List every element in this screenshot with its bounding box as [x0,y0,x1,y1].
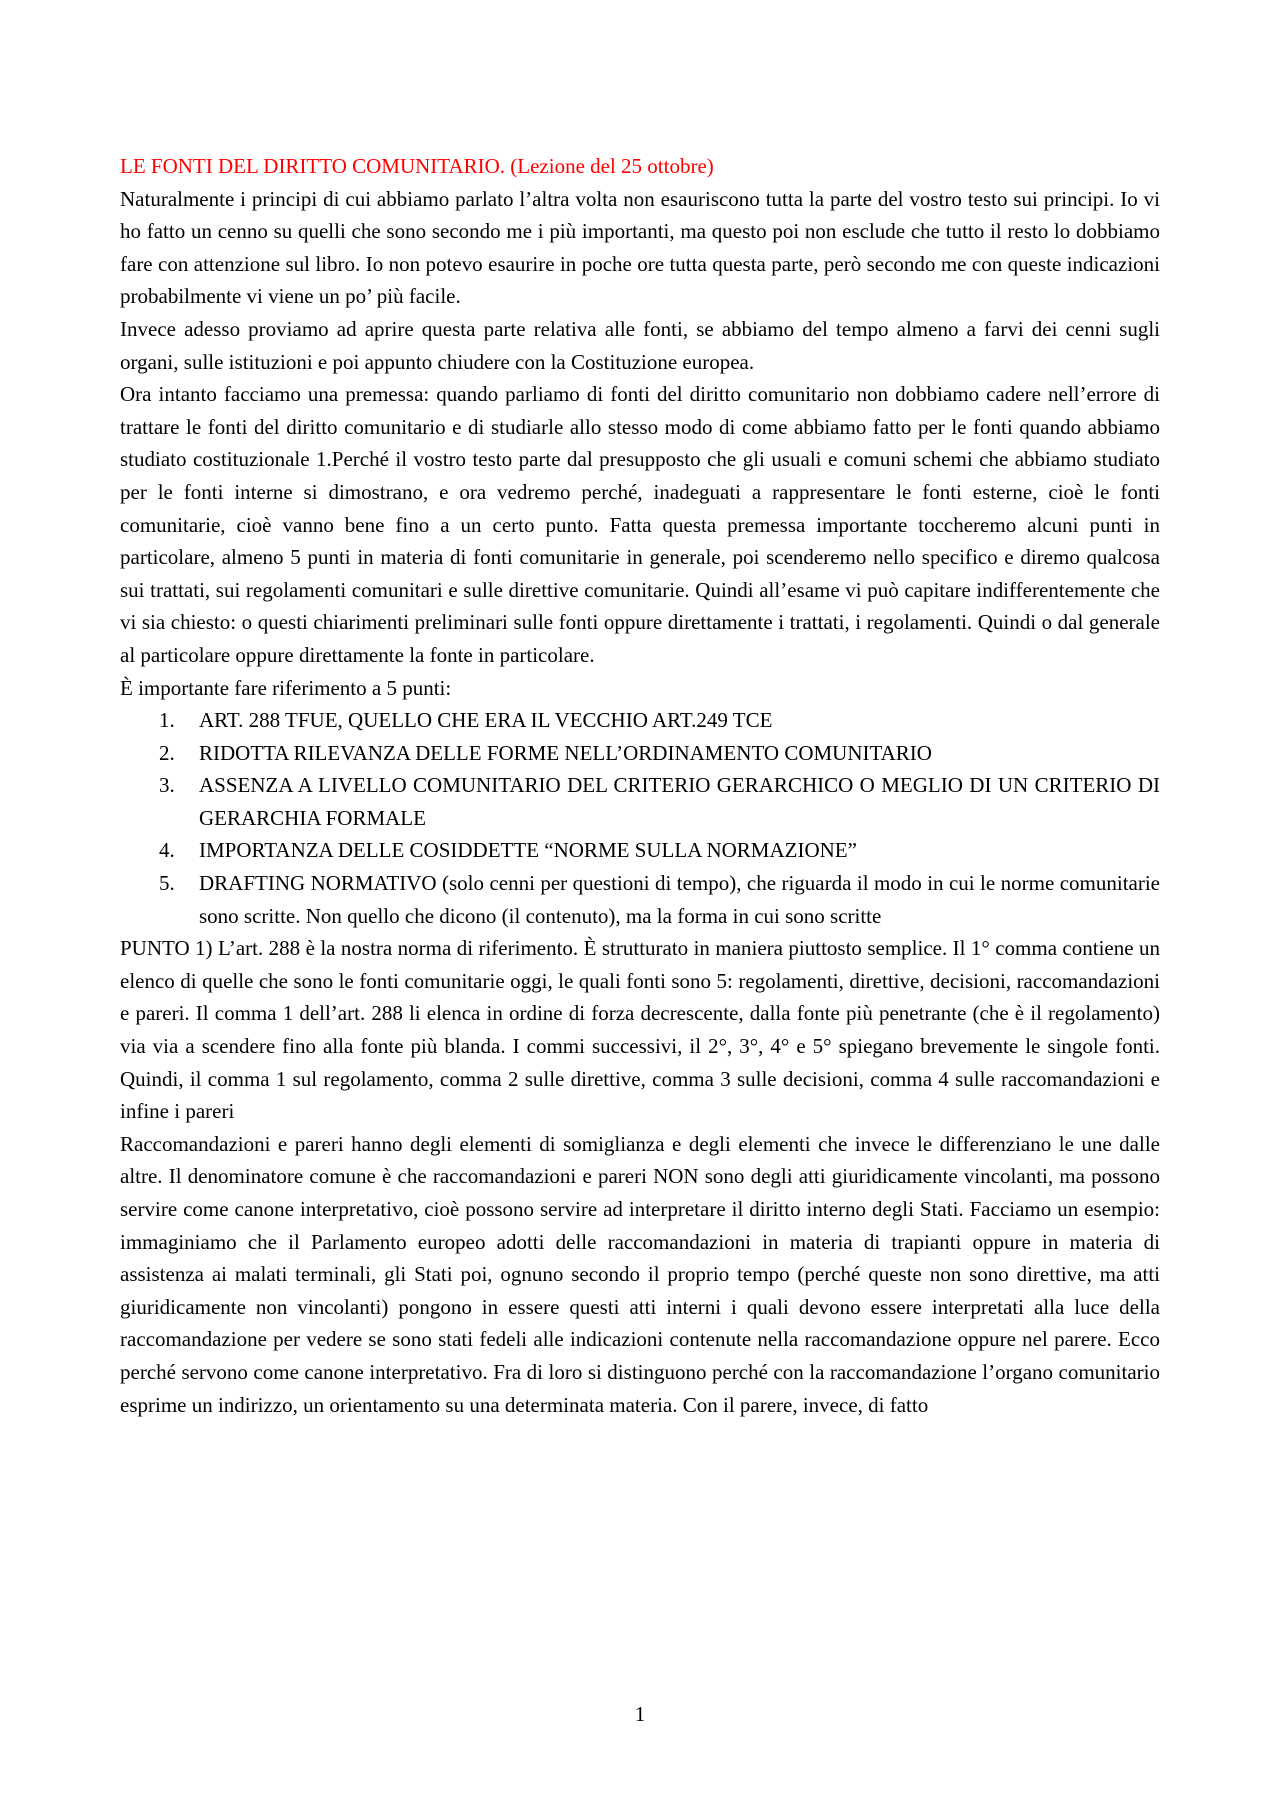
paragraph-punti-intro: È importante fare riferimento a 5 punti: [120,675,452,700]
list-item [120,737,1160,770]
paragraph-fonti: Invece adesso proviamo ad aprire questa parte relativa alle fonti, se abbiamo del tempo almeno a farvi dei cenni sugli organi, sulle istituzioni e poi appunto chiudere con la Costituzione europea. [120,316,1160,374]
page-number: 1 [634,1702,646,1726]
list-item-number: 4. [159,838,175,863]
list-item-number: 2. [159,740,175,765]
list-item-text: ART. 288 TFUE, QUELLO CHE ERA IL VECCHIO ART.249 TCE [199,708,773,733]
list-item-text: IMPORTANZA DELLE COSIDDETTE “NORME SULLA NORMAZIONE” [199,838,857,863]
paragraph-intro: Naturalmente i principi di cui abbiamo parlato l’altra volta non esauriscono tutta la parte del vostro testo sui principi. Io vi ho fatto un cenno su quelli che sono secondo me i più importanti, ma questo poi non esclude che tutto il resto lo dobbiamo fare con attenzione sul libro. Io non potevo esaurire in poche ore tutta questa parte, però secondo me con queste indicazioni probabilmente vi viene un po’ più facile. [120,186,1160,309]
paragraph-premessa: Ora intanto facciamo una premessa: quando parliamo di fonti del diritto comunitario non dobbiamo cadere nell’errore di trattare le fonti del diritto comunitario e di studiarle allo stesso modo di come abbiamo fatto per le fonti quando abbiamo studiato costituzionale 1.Perché il vostro testo parte dal presupposto che gli usuali e comuni schemi che abbiamo studiato per le fonti interne si dimostrano, e ora vedremo perché, inadeguati a rappresentare le fonti esterne, cioè le fonti comunitarie, cioè vanno bene fino a un certo punto. Fatta questa premessa importante toccheremo alcuni punti in particolare, almeno 5 punti in materia di fonti comunitarie in generale, poi scenderemo nello specifico e diremo qualcosa sui trattati, sui regolamenti comunitari e sulle direttive comunitarie. Quindi all’esame vi può capitare indifferentemente che vi sia chiesto: o questi chiarimenti preliminari sulle fonti oppure direttamente i trattati, i regolamenti. Quindi o dal generale al particolare oppure direttamente la fonte in particolare. [120,382,1160,667]
paragraph-raccomandazioni: Raccomandazioni e pareri hanno degli elementi di somiglianza e degli elementi che invece le differenziano le une dalle altre. Il denominatore comune è che raccomandazioni e pareri NON sono degli atti giuridicamente vincolanti, ma possono servire come canone interpretativo, cioè possono servire ad interpretare il diritto interno degli Stati. Facciamo un esempio: immaginiamo che il Parlamento europeo adotti delle raccomandazioni in materia di trapianti oppure in materia di assistenza ai malati terminali, gli Stati poi, ognuno secondo il proprio tempo (perché queste non sono direttive, ma atti giuridicamente non vincolanti) pongono in essere questi atti interni i quali devono essere interpretati alla luce della raccomandazione per vedere se sono stati fedeli alle indicazioni contenute nella raccomandazione oppure nel parere. Ecco perché servono come canone interpretativo. Fra di loro si distinguono perché con la raccomandazione l’organo comunitario esprime un indirizzo, un orientamento su una determinata materia. Con il parere, invece, di fatto [120,1131,1160,1417]
list-item-number: 1. [159,708,175,733]
document-body [120,150,1160,1421]
paragraph-punto-1: PUNTO 1) L’art. 288 è la nostra norma di riferimento. È strutturato in maniera piuttosto semplice. Il 1° comma contiene un elenco di quelle che sono le fonti comunitarie oggi, le quali fonti sono 5: regolamenti, direttive, decisioni, raccomandazioni e pareri. Il comma 1 dell’art. 288 li elenca in ordine di forza decrescente, dalla fonte più penetrante (che è il regolamento) via via a scendere fino alla fonte più blanda. I commi successivi, il 2°, 3°, 4° e 5° spiegano brevemente le singole fonti. Quindi, il comma 1 sul regolamento, comma 2 sulle direttive, comma 3 sulle decisioni, comma 4 sulle raccomandazioni e infine i pareri [120,936,1160,1124]
list-item [120,834,1160,867]
document-title: LE FONTI DEL DIRITTO COMUNITARIO. (Lezione del 25 ottobre) [120,154,714,178]
list-item [120,769,1160,834]
list-item-number: 5. [159,871,175,896]
list-item-number: 3. [159,773,175,798]
points-list [120,704,1160,932]
list-item-text: DRAFTING NORMATIVO (solo cenni per questioni di tempo), che riguarda il modo in cui le norme comunitarie sono scritte. Non quello che dicono (il contenuto), ma la forma in cui sono scritte [199,871,1160,928]
list-item-text: ASSENZA A LIVELLO COMUNITARIO DEL CRITERIO GERARCHICO O MEGLIO DI UN CRITERIO DI GERARCHIA FORMALE [199,773,1160,830]
list-item [120,867,1160,932]
list-item-text: RIDOTTA RILEVANZA DELLE FORME NELL’ORDINAMENTO COMUNITARIO [199,740,932,765]
list-item [120,704,1160,737]
